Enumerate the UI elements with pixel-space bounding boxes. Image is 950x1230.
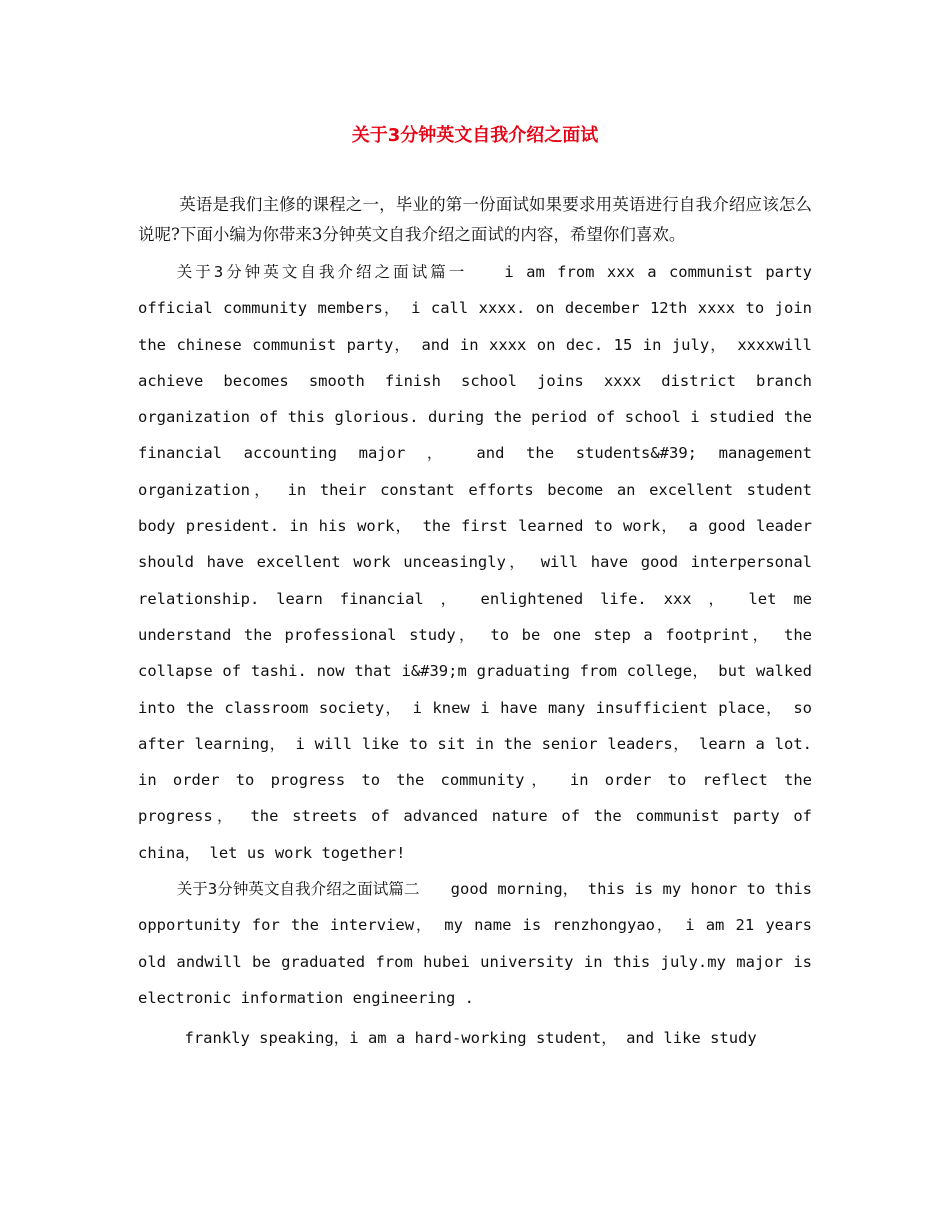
document-body xyxy=(138,190,812,1057)
intro-paragraph: 英语是我们主修的课程之一，毕业的第一份面试如果要求用英语进行自我介绍应该怎么说呢?下面小编为你带来3分钟英文自我介绍之面试的内容，希望你们喜欢。 xyxy=(138,195,812,244)
section-two-paragraph: 关于3分钟英文自我介绍之面试篇二 good morning， this is my honor to this opportunity for the interview， my name is renzhongyao， i am 21 years old andwill be graduated from hubei university in this july.my major is electronic information engineering . xyxy=(138,880,812,1007)
document-title: 关于3分钟英文自我介绍之面试 xyxy=(351,125,599,146)
section-one-paragraph: 关于3分钟英文自我介绍之面试篇一 i am from xxx a communist party official community members， i call xxxx. on december 12th xxxx to join the chinese communist party， and in xxxx on dec. 15 in july， xxxxwill achieve becomes smooth finish school joins xxxx district branch organization of this glorious. during the period of school i studied the financial accounting major ， and the students&#39; management organization， in their constant efforts become an excellent student body president. in his work， the first learned to work， a good leader should have excellent work unceasingly， will have good interpersonal relationship. learn financial ， enlightened life. xxx ， let me understand the professional study， to be one step a footprint， the collapse of tashi. now that i&#39;m graduating from college， but walked into the classroom society， i knew i have many insufficient place， so after learning， i will like to sit in the senior leaders， learn a lot. in order to progress to the community， in order to reflect the progress， the streets of advanced nature of the communist party of china， let us work together! xyxy=(138,263,812,862)
continuation-paragraph: frankly speaking，i am a hard-working student， and like study xyxy=(184,1029,757,1048)
